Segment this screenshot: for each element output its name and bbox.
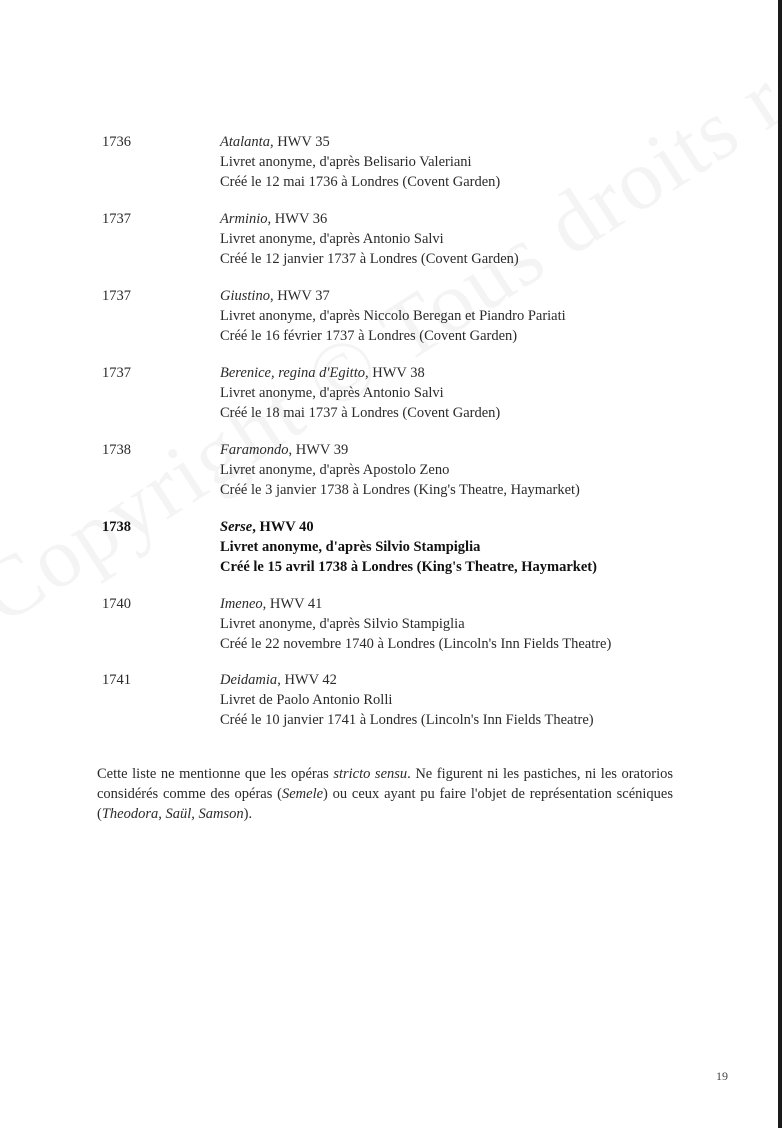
entry-libretto: Livret anonyme, d'après Silvio Stampiglia	[220, 539, 481, 555]
opera-title: Faramondo	[220, 442, 289, 458]
note-italic-work: Semele	[281, 786, 324, 802]
entry-title-line	[220, 132, 760, 152]
entry-libretto: Livret anonyme, d'après Niccolo Beregan et Piandro Pariati	[220, 308, 566, 324]
entry-premiere: Créé le 10 janvier 1741 à Londres (Lincoln's Inn Fields Theatre)	[220, 712, 594, 728]
entry-year: 1737	[102, 211, 131, 227]
opera-title: Berenice, regina d'Egitto	[220, 365, 365, 381]
opera-catalog-number: , HWV 37	[269, 288, 330, 304]
entry-year: 1741	[102, 672, 131, 688]
entry-premiere: Créé le 3 janvier 1738 à Londres (King's Theatre, Haymarket)	[220, 482, 580, 498]
note-italic-term: stricto sensu	[333, 766, 408, 782]
entry-libretto: Livret anonyme, d'après Antonio Salvi	[220, 231, 444, 247]
opera-catalog-number: , HWV 35	[269, 134, 330, 150]
entry-libretto: Livret de Paolo Antonio Rolli	[220, 692, 393, 708]
opera-title: Deidamia	[220, 672, 278, 688]
page-edge	[778, 0, 782, 1128]
opera-title: Atalanta	[220, 134, 270, 150]
opera-catalog-number: , HWV 39	[288, 442, 349, 458]
entry-libretto: Livret anonyme, d'après Apostolo Zeno	[220, 462, 450, 478]
entry-title-line	[220, 670, 760, 690]
entry-premiere: Créé le 12 mai 1736 à Londres (Covent Garden)	[220, 174, 501, 190]
note-text: ).	[243, 806, 253, 822]
entry-title-line	[220, 363, 760, 383]
opera-catalog-number: , HWV 41	[262, 596, 323, 612]
opera-title: Serse	[220, 519, 253, 535]
entry-year: 1737	[102, 365, 131, 381]
entry-title-line	[220, 286, 760, 306]
entry-libretto: Livret anonyme, d'après Belisario Valeriani	[220, 154, 472, 170]
opera-title: Giustino	[220, 288, 270, 304]
entry-title-line	[220, 517, 760, 537]
opera-catalog-number: , HWV 42	[277, 672, 337, 688]
entry-title-line	[220, 440, 760, 460]
note-text: Cette liste ne mentionne que les opéras	[97, 766, 334, 782]
entry-premiere: Créé le 15 avril 1738 à Londres (King's Theatre, Haymarket)	[220, 559, 597, 575]
opera-catalog-number: , HWV 38	[364, 365, 425, 381]
footnote-paragraph	[97, 764, 673, 824]
page-number: 19	[716, 1069, 728, 1083]
note-text: ) ou ceux ayant pu faire l'objet de représentation scéniques (	[97, 786, 673, 822]
entry-premiere: Créé le 18 mai 1737 à Londres (Covent Garden)	[220, 405, 501, 421]
note-text: . Ne figurent ni les pastiches, ni les oratorios considérés comme des opéras (	[97, 766, 673, 802]
opera-title: Imeneo	[220, 596, 263, 612]
opera-catalog-number: , HWV 36	[267, 211, 328, 227]
entry-year: 1736	[102, 134, 131, 150]
entry-libretto: Livret anonyme, d'après Antonio Salvi	[220, 385, 444, 401]
entry-premiere: Créé le 22 novembre 1740 à Londres (Lincoln's Inn Fields Theatre)	[220, 636, 612, 652]
entry-premiere: Créé le 16 février 1737 à Londres (Covent Garden)	[220, 328, 518, 344]
entry-year: 1740	[102, 596, 131, 612]
note-italic-works: Theodora, Saül, Samson	[101, 806, 244, 822]
entry-title-line	[220, 209, 760, 229]
entry-year: 1737	[102, 288, 131, 304]
opera-catalog-number: , HWV 40	[252, 519, 314, 535]
entry-year: 1738	[102, 519, 131, 535]
entry-libretto: Livret anonyme, d'après Silvio Stampiglia	[220, 616, 465, 632]
opera-title: Arminio	[220, 211, 268, 227]
entry-premiere: Créé le 12 janvier 1737 à Londres (Covent Garden)	[220, 251, 519, 267]
entry-title-line	[220, 594, 760, 614]
entry-year: 1738	[102, 442, 131, 458]
